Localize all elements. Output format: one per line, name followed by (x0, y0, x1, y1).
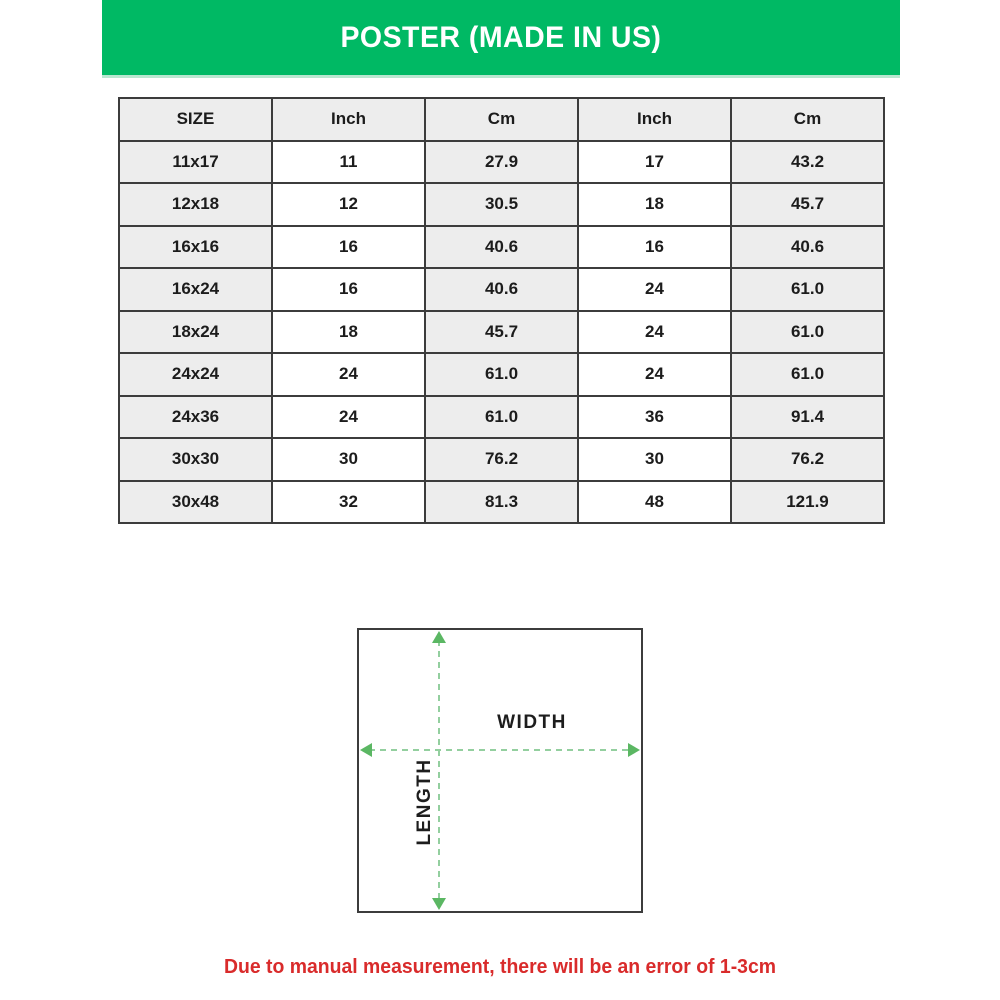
width-dashed-line (369, 749, 631, 751)
value-cell: 45.7 (425, 311, 578, 354)
value-cell: 40.6 (731, 226, 884, 269)
value-cell: 16 (272, 268, 425, 311)
value-cell: 43.2 (731, 141, 884, 184)
size-cell: 24x36 (119, 396, 272, 439)
size-cell: 16x24 (119, 268, 272, 311)
width-label: WIDTH (497, 712, 567, 733)
size-cell: 16x16 (119, 226, 272, 269)
table-body (119, 141, 884, 524)
value-cell: 61.0 (731, 311, 884, 354)
value-cell: 32 (272, 481, 425, 524)
table-row (119, 481, 884, 524)
measurement-diagram (357, 628, 643, 913)
value-cell: 11 (272, 141, 425, 184)
table-row (119, 226, 884, 269)
value-cell: 30.5 (425, 183, 578, 226)
value-cell: 121.9 (731, 481, 884, 524)
value-cell: 16 (578, 226, 731, 269)
size-cell: 24x24 (119, 353, 272, 396)
value-cell: 30 (272, 438, 425, 481)
table-row (119, 438, 884, 481)
length-label: LENGTH (414, 758, 435, 846)
value-cell: 48 (578, 481, 731, 524)
table-row (119, 141, 884, 184)
value-cell: 18 (578, 183, 731, 226)
value-cell: 24 (272, 353, 425, 396)
measurement-disclaimer: Due to manual measurement, there will be an error of 1-3cm (224, 956, 776, 978)
value-cell: 61.0 (731, 353, 884, 396)
column-header-inch-2: Inch (578, 98, 731, 141)
value-cell: 76.2 (425, 438, 578, 481)
value-cell: 24 (578, 268, 731, 311)
value-cell: 24 (272, 396, 425, 439)
size-cell: 30x48 (119, 481, 272, 524)
value-cell: 18 (272, 311, 425, 354)
size-cell: 30x30 (119, 438, 272, 481)
table-row (119, 268, 884, 311)
table-row (119, 183, 884, 226)
value-cell: 61.0 (731, 268, 884, 311)
arrow-right-icon (628, 743, 640, 757)
value-cell: 27.9 (425, 141, 578, 184)
value-cell: 17 (578, 141, 731, 184)
column-header-cm-1: Cm (425, 98, 578, 141)
value-cell: 40.6 (425, 268, 578, 311)
column-header-cm-2: Cm (731, 98, 884, 141)
size-cell: 11x17 (119, 141, 272, 184)
table-row (119, 396, 884, 439)
table-header (119, 98, 884, 141)
title-banner (102, 0, 900, 78)
value-cell: 24 (578, 353, 731, 396)
arrow-down-icon (432, 898, 446, 910)
length-dashed-line (438, 640, 440, 901)
table-header-row (119, 98, 884, 141)
size-table (118, 97, 885, 524)
value-cell: 36 (578, 396, 731, 439)
value-cell: 61.0 (425, 353, 578, 396)
value-cell: 76.2 (731, 438, 884, 481)
value-cell: 16 (272, 226, 425, 269)
value-cell: 12 (272, 183, 425, 226)
table-row (119, 353, 884, 396)
arrow-left-icon (360, 743, 372, 757)
column-header-inch-1: Inch (272, 98, 425, 141)
table-row (119, 311, 884, 354)
value-cell: 45.7 (731, 183, 884, 226)
value-cell: 40.6 (425, 226, 578, 269)
size-cell: 18x24 (119, 311, 272, 354)
column-header-size: SIZE (119, 98, 272, 141)
value-cell: 24 (578, 311, 731, 354)
value-cell: 30 (578, 438, 731, 481)
arrow-up-icon (432, 631, 446, 643)
value-cell: 91.4 (731, 396, 884, 439)
value-cell: 81.3 (425, 481, 578, 524)
value-cell: 61.0 (425, 396, 578, 439)
page-title: POSTER (MADE IN US) (340, 20, 662, 54)
size-cell: 12x18 (119, 183, 272, 226)
